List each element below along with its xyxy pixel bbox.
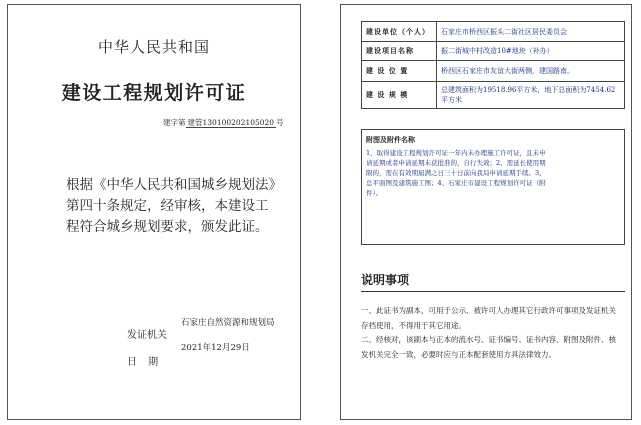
certificate-title: 建设工程规划许可证 [61,82,247,104]
country-name: 中华人民共和国 [97,38,210,56]
certificate-body-text: 根据《中华人民共和国城乡规划法》第四十条规定，经审核，本建设工程符合城乡规划要求，颁发此证。 [66,177,276,235]
certificate-detail-page [340,4,632,420]
row-value-scale: 总建筑面积为19518.96平方米，地下总面积为7454.62平方米 [437,82,625,109]
certificate-number: 建管130100202105020 [187,118,275,127]
row-value-builder: 石家庄市桥西区振头二街社区居民委员会 [437,22,625,42]
attachments-box [361,129,625,245]
certificate-number-line [163,117,284,128]
row-label-scale: 建 设 规 模 [362,82,437,109]
notes-title: 说明事项 [361,273,410,287]
note-item: 二、经核对，该副本与正本的流水号、证书编号、证书内容、附图及附件、核发机关完全一致，必要时应与正本配套使用方具法律效力。 [361,335,616,359]
row-label-builder: 建设单位（个人） [362,22,437,42]
certificate-main-page [7,4,301,420]
row-label-project-name: 建设项目名称 [362,42,437,61]
row-label-location: 建 设 位 置 [362,61,437,82]
table-row [362,22,625,42]
table-row [362,82,625,109]
project-info-table [361,21,625,109]
row-value-project-name: 振二街城中村改造10#地块（补办） [437,42,625,61]
issuing-authority: 石家庄自然资源和规划局 [181,318,275,328]
issue-date-label: 日 期 [127,357,163,368]
table-row [362,61,625,82]
row-value-location: 桥西区石家庄市友谊大街两侧，建国路南。 [437,61,625,82]
issue-date: 2021年12月29日 [181,343,250,353]
attachments-text: 1、取得建设工程规划许可证一年内未办理施工许可证，且未申请延期或者申请延期未获批准的，自行失效；2、需延长使用期限的，需在有效期届满之日三十日前向我局申请延期手续。3、总平面图及建筑施工图；4、石家庄市建设工程规划许可证（附件）。 [366,149,546,197]
issuing-authority-label: 发证机关 [127,330,167,341]
notes-divider [361,291,625,292]
certificate-number-suffix: 号 [276,118,284,127]
attachments-title: 附图及附件名称 [366,135,415,144]
certificate-number-prefix: 建字第 [163,118,186,127]
note-item: 一、此证书为副本，可用于公示、被许可人办理其它行政许可事项及发证机关存档使用，不得用于其它用途。 [361,306,616,330]
table-row [362,42,625,61]
